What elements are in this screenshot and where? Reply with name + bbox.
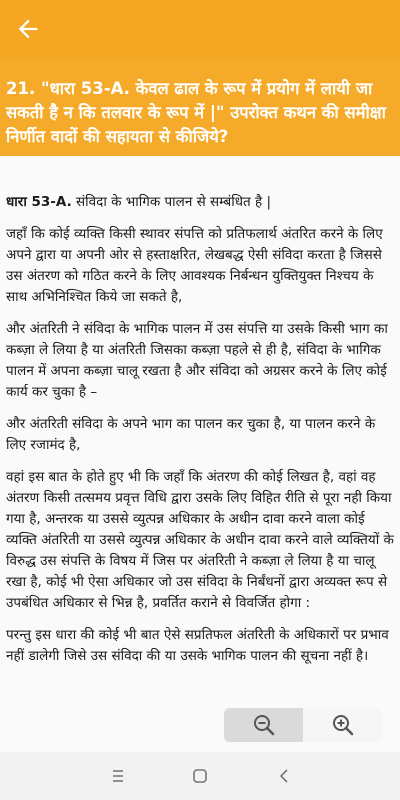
back-chevron-icon[interactable]: [274, 766, 294, 786]
arrow-left-icon[interactable]: [14, 15, 42, 43]
answer-paragraph: परन्तु इस धारा की कोई भी बात ऐसे सप्रतिफल अंतरिती के अधिकारों पर प्रभाव नहीं डालेगी जिसे उस संविदा की या उसके भागिक पालन की सूचना नहीं है।: [6, 627, 389, 664]
zoom-in-button[interactable]: [303, 708, 382, 742]
zoom-out-button[interactable]: [224, 708, 303, 742]
recents-icon[interactable]: [108, 766, 128, 786]
home-icon[interactable]: [190, 766, 210, 786]
zoom-in-icon: [331, 713, 355, 737]
answer-paragraph: और अंतरिती ने संविदा के भागिक पालन में उस संपत्ति या उसके किसी भाग का कब्ज़ा ले लिया है या अंतरिती जिसका कब्ज़ा पहले से ही है, संविदा के भागिक पालन में अपना कब्ज़ा चालू रखता है और संविदा को अग्रसर करने के लिए कोई कार्य कर चुका है –: [6, 321, 388, 400]
zoom-controls: [224, 708, 382, 742]
answer-content: [6, 192, 394, 678]
system-navigation-bar: [0, 752, 400, 800]
section-description: संविदा के भागिक पालन से सम्बंधित है |: [71, 194, 272, 210]
answer-heading: [6, 192, 394, 213]
answer-paragraph: वहां इस बात के होते हुए भी कि जहाँ कि अंतरण की कोई लिखत है, वहां वह अंतरण किसी तत्समय प्रवृत्त विधि द्वारा उसके लिए विहित रीति से पूरा नही किया गया है, अन्तरक या उससे व्युत्पन्न अधिकार के अधीन दावा करने वाला कोई व्यक्ति अंतरिती या उससे व्युत्पन्न अधिकार के अधीन दावा करने वाले व्यक्तियों के विरुद्ध उस संपत्ति के विषय में जिस पर अंतरिती ने कब्ज़ा ले लिया है या चालू रखा है, कोई भी ऐसा अधिकार जो उस संविदा के निर्बंधनों द्वारा अव्यक्त रूप से उपबंधित अधिकार से भिन्न है, प्रवर्तित कराने से विवर्जित होगा :: [6, 469, 394, 611]
question-text: 21. "धारा 53-A. केवल ढाल के रूप में प्रयोग में लायी जा सकती है न कि तलवार के रूप में |" उपरोक्त कथन की समीक्षा निर्णीत वादों की सहायता से कीजिये?: [6, 79, 386, 146]
section-label: धारा 53-A.: [6, 194, 72, 210]
answer-paragraph: और अंतरिती संविदा के अपने भाग का पालन कर चुका है, या पालन करने के लिए रजामंद है,: [6, 416, 376, 453]
app-bar: [0, 0, 400, 58]
answer-paragraph: जहाँ कि कोई व्यक्ति किसी स्थावर संपत्ति को प्रतिफलार्थ अंतरित करने के लिए अपने द्वारा या अपनी ओर से हस्ताक्षरित, लेखबद्ध ऐसी संविदा करता है जिससे उस अंतरण को गठित करने के लिए आवश्यक निर्बन्धन युक्तियुक्त निश्चय के साथ अभिनिश्चित किये जा सकते है,: [6, 226, 383, 305]
zoom-out-icon: [252, 713, 276, 737]
